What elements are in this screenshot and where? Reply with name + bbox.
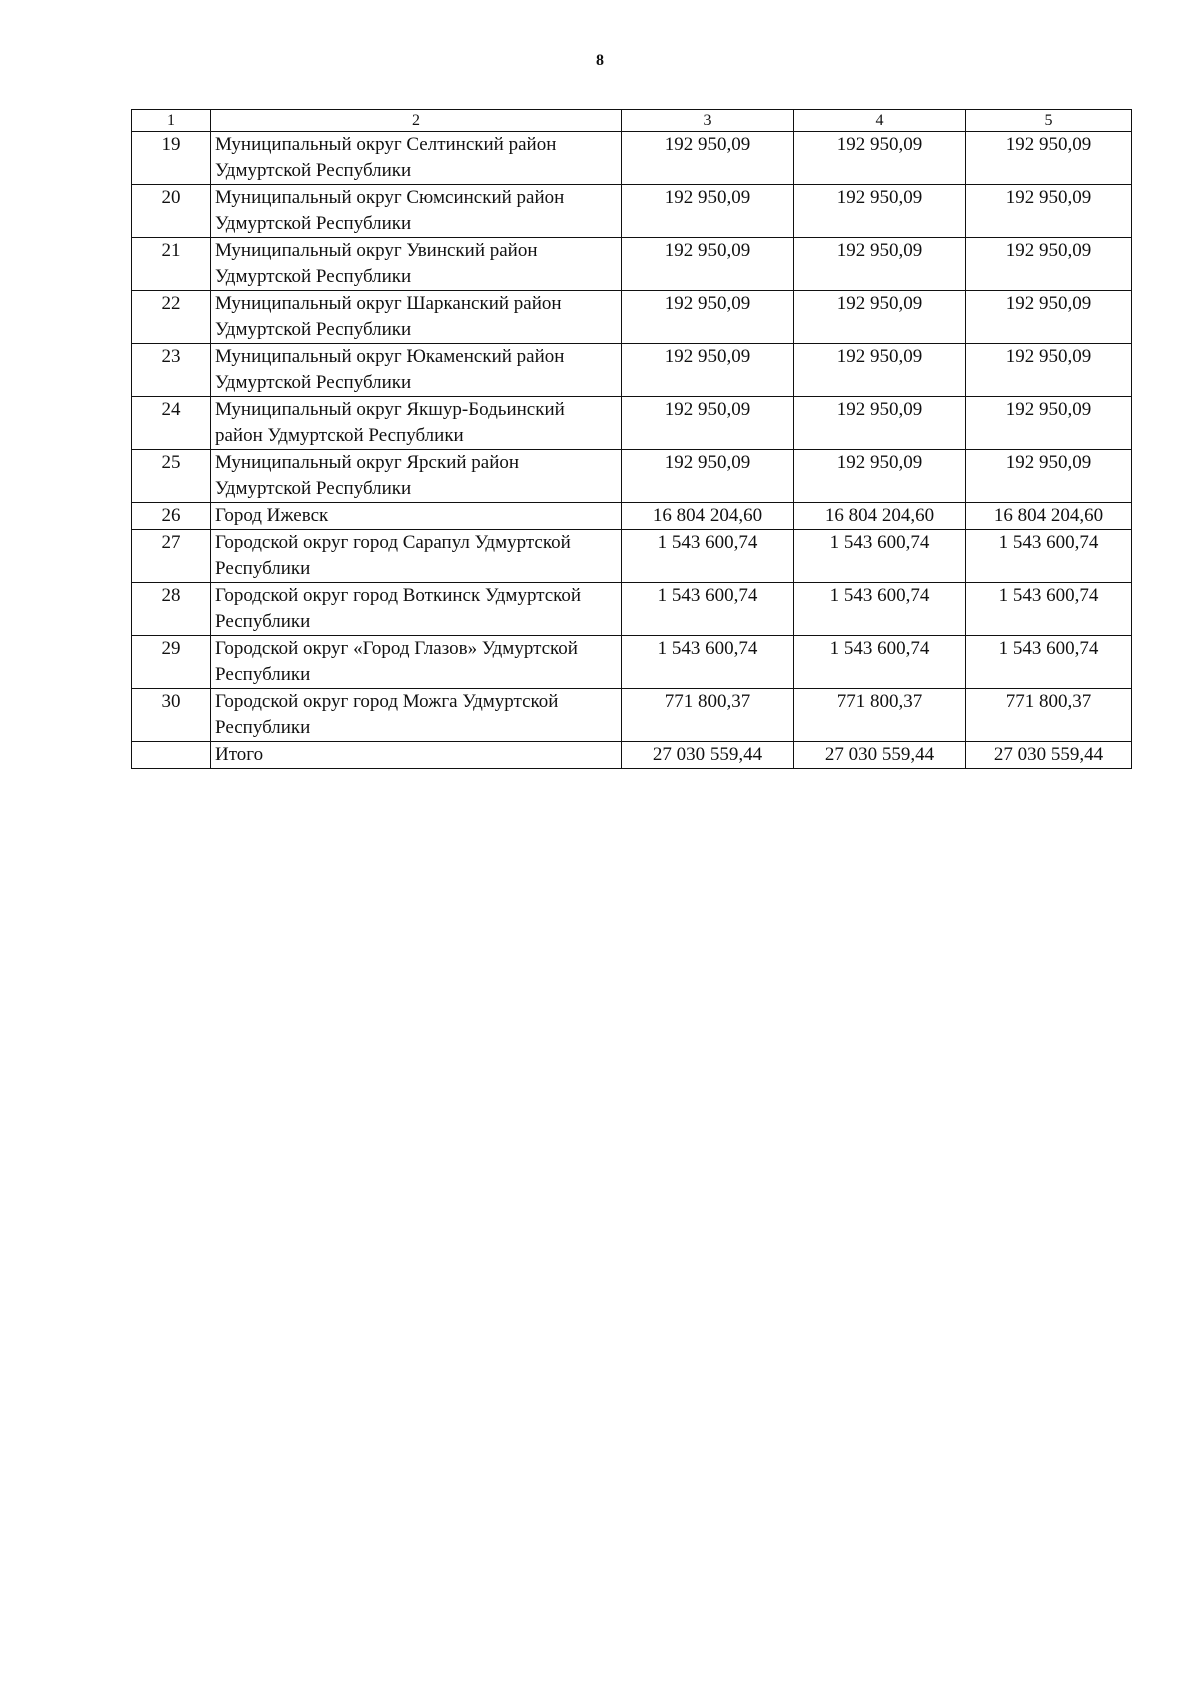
municipality-name: Город Ижевск [211, 503, 622, 530]
row-number: 19 [132, 132, 211, 185]
row-number: 24 [132, 397, 211, 450]
table-row [132, 344, 1132, 397]
row-number: 29 [132, 636, 211, 689]
row-number: 23 [132, 344, 211, 397]
municipality-name: Городской округ город Можга Удмуртской Республики [211, 689, 622, 742]
table-row [132, 450, 1132, 503]
value-col-4: 1 543 600,74 [794, 530, 966, 583]
municipality-name: Муниципальный округ Селтинский район Удмуртской Республики [211, 132, 622, 185]
value-col-5: 192 950,09 [966, 291, 1132, 344]
table-row [132, 530, 1132, 583]
value-col-3: 192 950,09 [622, 397, 794, 450]
value-col-4: 192 950,09 [794, 450, 966, 503]
row-number: 26 [132, 503, 211, 530]
municipality-name: Муниципальный округ Якшур-Бодьинский район Удмуртской Республики [211, 397, 622, 450]
value-col-3: 192 950,09 [622, 132, 794, 185]
total-row-number [132, 742, 211, 769]
municipality-name: Городской округ город Сарапул Удмуртской Республики [211, 530, 622, 583]
value-col-4: 1 543 600,74 [794, 583, 966, 636]
value-col-5: 1 543 600,74 [966, 583, 1132, 636]
page-number: 8 [596, 52, 604, 69]
value-col-4: 16 804 204,60 [794, 503, 966, 530]
value-col-5: 192 950,09 [966, 185, 1132, 238]
value-col-5: 192 950,09 [966, 450, 1132, 503]
value-col-5: 1 543 600,74 [966, 636, 1132, 689]
column-header-2: 2 [211, 110, 622, 132]
municipality-name: Городской округ «Город Глазов» Удмуртской Республики [211, 636, 622, 689]
table-row [132, 689, 1132, 742]
row-number: 20 [132, 185, 211, 238]
table-body [132, 132, 1132, 769]
value-col-5: 1 543 600,74 [966, 530, 1132, 583]
municipality-name: Городской округ город Воткинск Удмуртской Республики [211, 583, 622, 636]
row-number: 27 [132, 530, 211, 583]
value-col-4: 192 950,09 [794, 185, 966, 238]
total-row [132, 742, 1132, 769]
value-col-3: 192 950,09 [622, 291, 794, 344]
value-col-5: 771 800,37 [966, 689, 1132, 742]
total-col-4: 27 030 559,44 [794, 742, 966, 769]
row-number: 28 [132, 583, 211, 636]
value-col-4: 192 950,09 [794, 344, 966, 397]
value-col-3: 771 800,37 [622, 689, 794, 742]
table-row [132, 291, 1132, 344]
value-col-4: 192 950,09 [794, 397, 966, 450]
value-col-3: 192 950,09 [622, 238, 794, 291]
column-header-5: 5 [966, 110, 1132, 132]
table-row [132, 397, 1132, 450]
municipality-name: Муниципальный округ Сюмсинский район Удмуртской Республики [211, 185, 622, 238]
row-number: 21 [132, 238, 211, 291]
total-col-3: 27 030 559,44 [622, 742, 794, 769]
table-row [132, 185, 1132, 238]
municipality-name: Муниципальный округ Ярский район Удмуртской Республики [211, 450, 622, 503]
value-col-5: 192 950,09 [966, 344, 1132, 397]
table-row [132, 238, 1132, 291]
value-col-4: 192 950,09 [794, 238, 966, 291]
column-header-3: 3 [622, 110, 794, 132]
value-col-3: 192 950,09 [622, 344, 794, 397]
value-col-3: 1 543 600,74 [622, 530, 794, 583]
value-col-4: 771 800,37 [794, 689, 966, 742]
table-row [132, 503, 1132, 530]
municipality-name: Муниципальный округ Юкаменский район Удмуртской Республики [211, 344, 622, 397]
value-col-5: 192 950,09 [966, 132, 1132, 185]
value-col-5: 192 950,09 [966, 397, 1132, 450]
value-col-3: 192 950,09 [622, 450, 794, 503]
row-number: 22 [132, 291, 211, 344]
value-col-4: 192 950,09 [794, 132, 966, 185]
value-col-5: 16 804 204,60 [966, 503, 1132, 530]
value-col-5: 192 950,09 [966, 238, 1132, 291]
header-row [132, 110, 1132, 132]
municipality-name: Муниципальный округ Увинский район Удмуртской Республики [211, 238, 622, 291]
table-row [132, 636, 1132, 689]
row-number: 30 [132, 689, 211, 742]
value-col-3: 192 950,09 [622, 185, 794, 238]
table-row [132, 583, 1132, 636]
table-row [132, 132, 1132, 185]
total-col-5: 27 030 559,44 [966, 742, 1132, 769]
value-col-4: 192 950,09 [794, 291, 966, 344]
allocation-table [131, 109, 1132, 769]
row-number: 25 [132, 450, 211, 503]
municipality-name: Муниципальный округ Шарканский район Удмуртской Республики [211, 291, 622, 344]
column-header-4: 4 [794, 110, 966, 132]
value-col-3: 16 804 204,60 [622, 503, 794, 530]
value-col-3: 1 543 600,74 [622, 583, 794, 636]
table-header [132, 110, 1132, 132]
value-col-3: 1 543 600,74 [622, 636, 794, 689]
column-header-1: 1 [132, 110, 211, 132]
total-label: Итого [211, 742, 622, 769]
value-col-4: 1 543 600,74 [794, 636, 966, 689]
